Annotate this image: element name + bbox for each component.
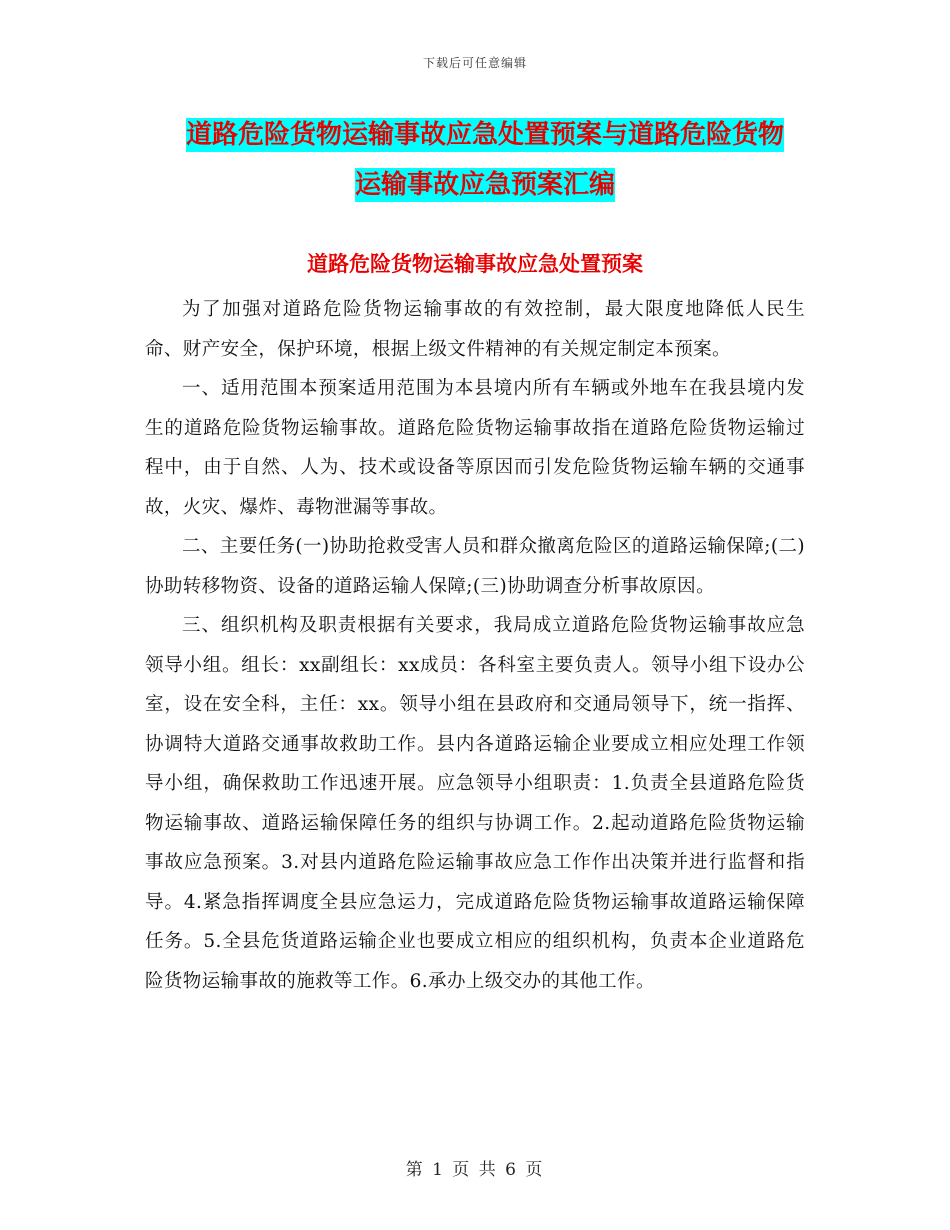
document-body [145,290,805,1001]
paragraph-organization: 三、组织机构及职责根据有关要求，我局成立道路危险货物运输事故应急领导小组。组长：xx副组长：xx成员：各科室主要负责人。领导小组下设办公室，设在安全科，主任：xx。领导小组在县政府和交通局领导下，统一指挥、协调特大道路交通事故救助工作。县内各道路运输企业要成立相应处理工作领导小组，确保救助工作迅速开展。应急领导小组职责：1.负责全县道路危险货物运输事故、道路运输保障任务的组织与协调工作。2.起动道路危险货物运输事故应急预案。3.对县内道路危险运输事故应急工作作出决策并进行监督和指导。4.紧急指挥调度全县应急运力，完成道路危险货物运输事故道路运输保障任务。5.全县危货道路运输企业也要成立相应的组织机构，负责本企业道路危险货物运输事故的施救等工作。6.承办上级交办的其他工作。 [145,615,805,992]
page-header-note: 下载后可任意编辑 [422,56,527,70]
document-title-line-1: 道路危险货物运输事故应急处置预案与道路危险货物 [185,120,784,150]
section-title: 道路危险货物运输事故应急处置预案 [307,252,643,276]
paragraph-intro: 为了加强对道路危险货物运输事故的有效控制，最大限度地降低人民生命、财产安全，保护环境，根据上级文件精神的有关规定制定本预案。 [145,299,805,360]
page-number: 第 1 页 共 6 页 [405,1160,545,1180]
paragraph-tasks: 二、主要任务(一)协助抢救受害人员和群众撤离危险区的道路运输保障;(二)协助转移物资、设备的道路运输人保障;(三)协助调查分析事故原因。 [145,536,806,597]
document-title [150,110,820,210]
document-title-line-2: 运输事故应急预案汇编 [354,170,615,200]
paragraph-scope: 一、适用范围本预案适用范围为本县境内所有车辆或外地车在我县境内发生的道路危险货物运输事故。道路危险货物运输事故指在道路危险货物运输过程中，由于自然、人为、技术或设备等原因而引发危险货物运输车辆的交通事故，火灾、爆炸、毒物泄漏等事故。 [145,378,805,518]
